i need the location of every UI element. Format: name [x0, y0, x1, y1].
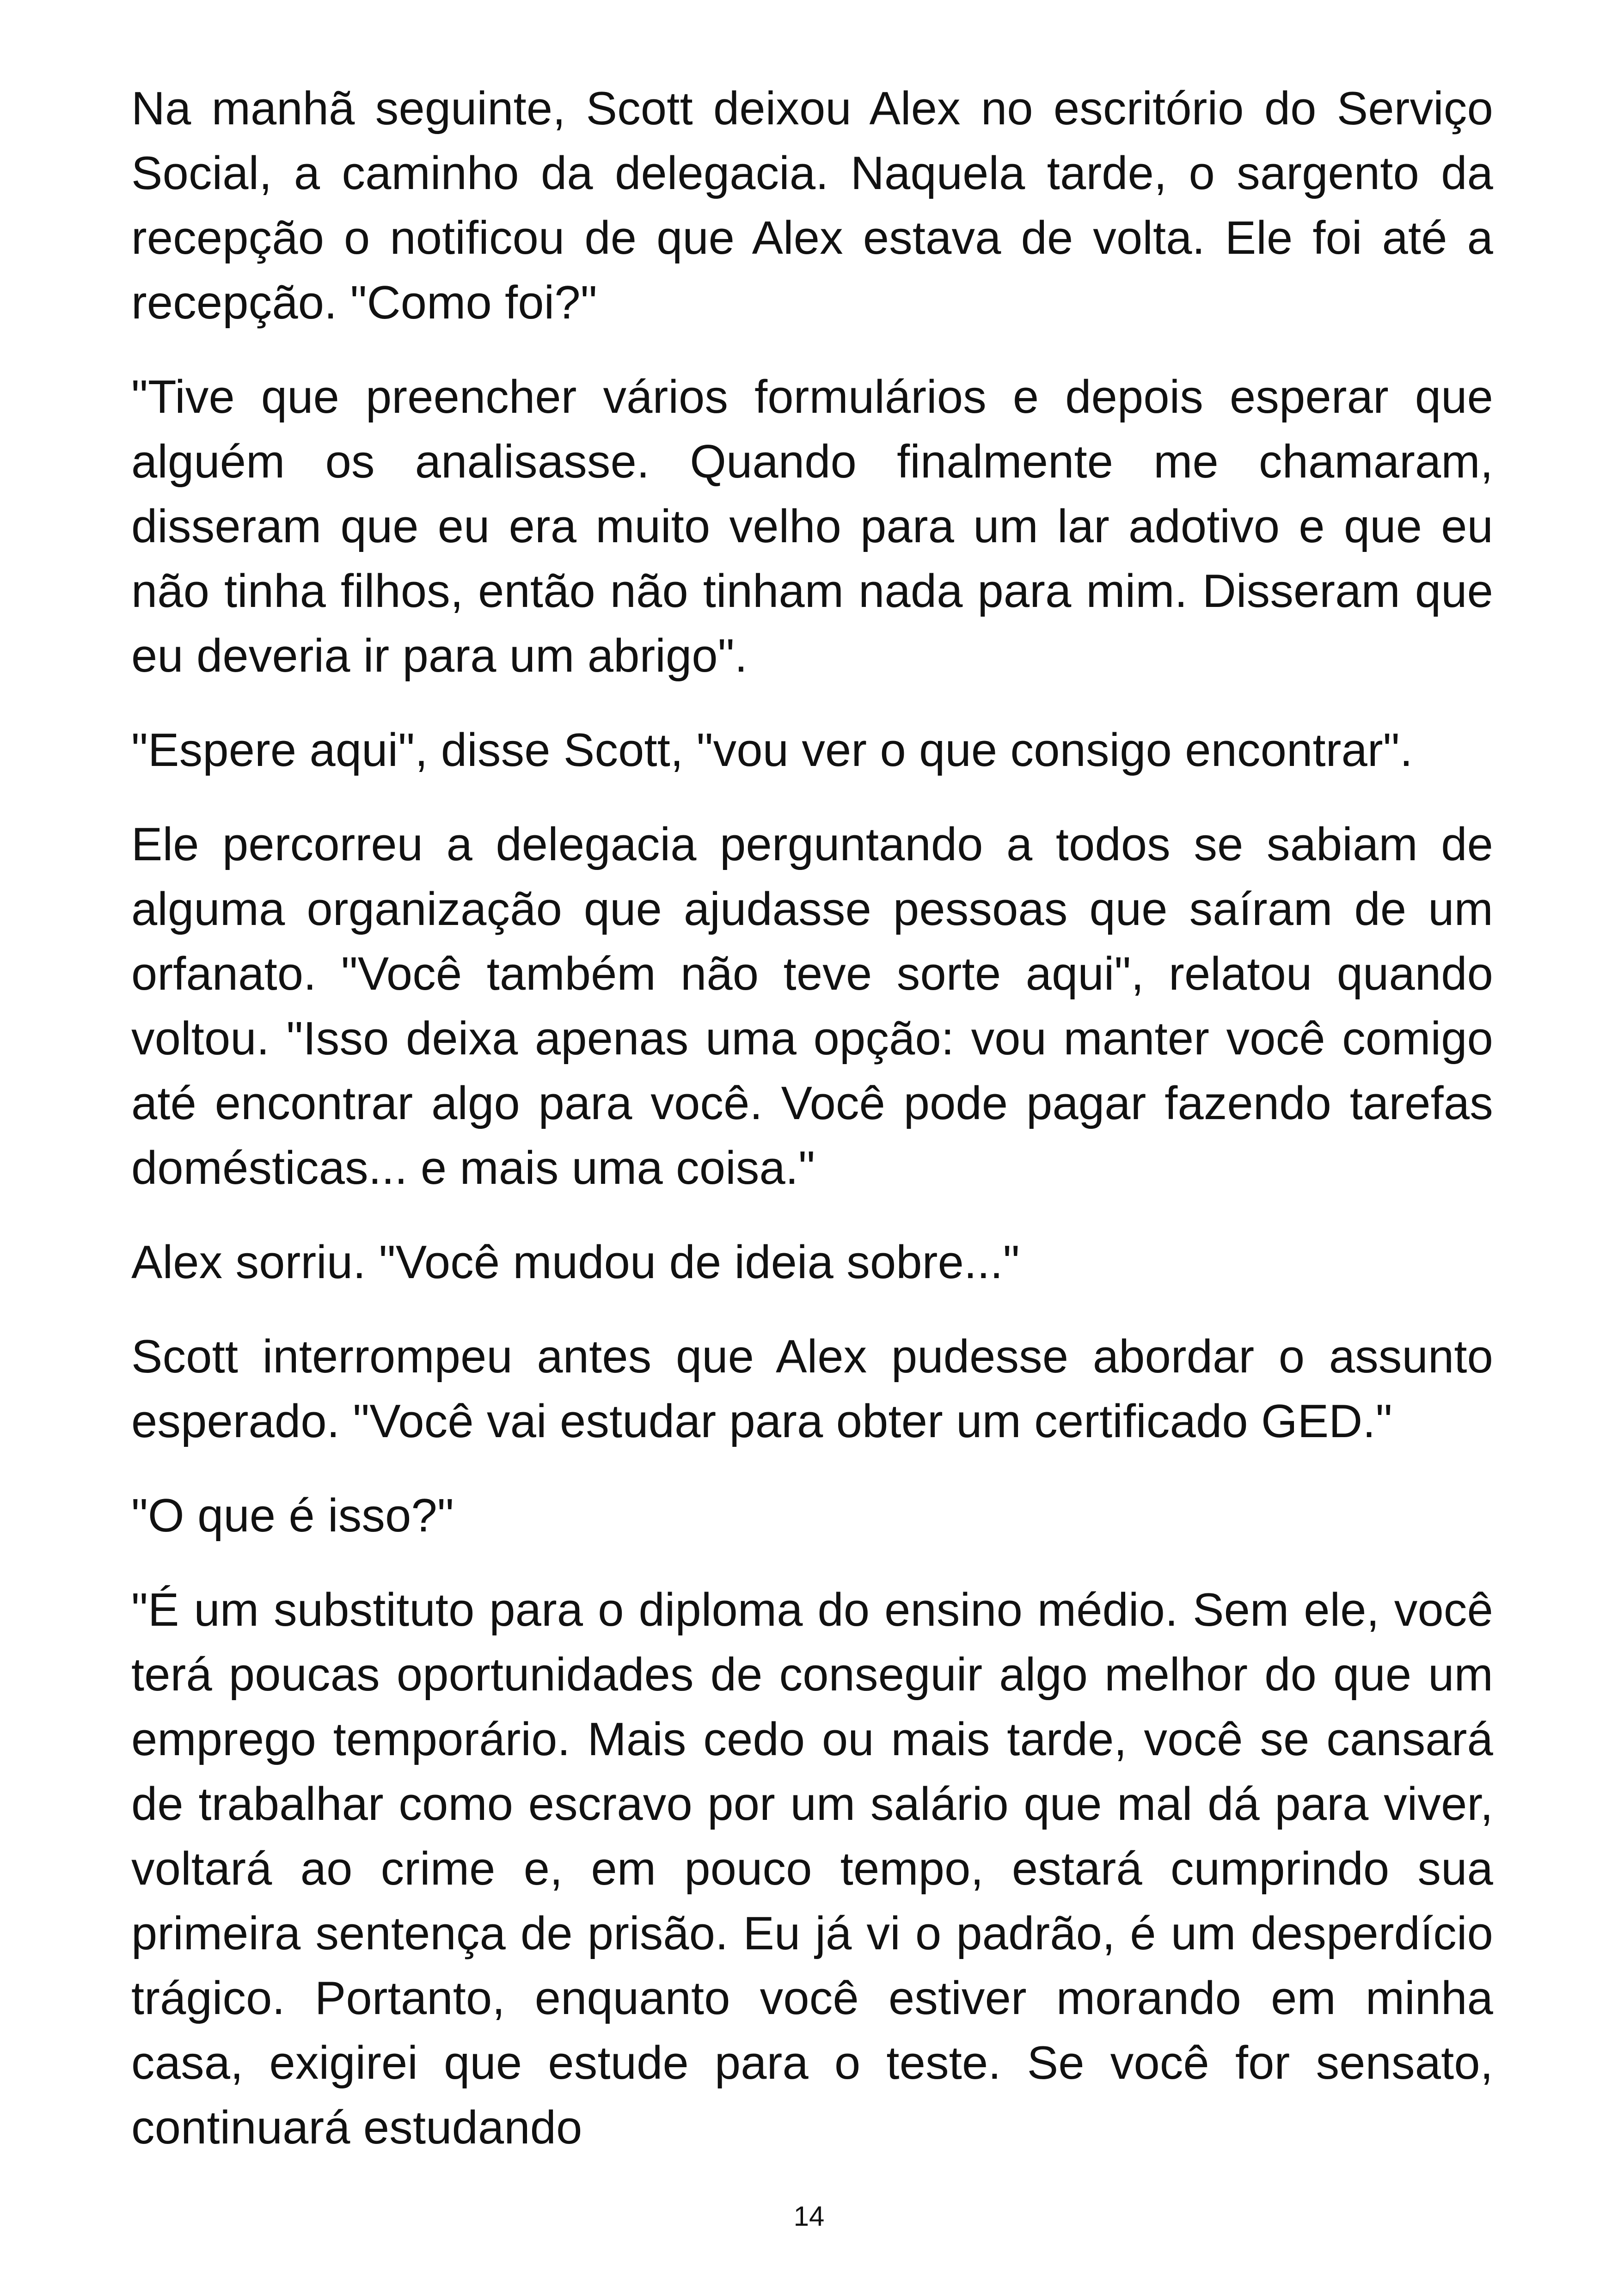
paragraph: "Tive que preencher vários formulários e depois esperar que alguém os analisasse. Quando finalmente me chamaram, disseram que eu era muito velho para um lar adotivo e que eu não tinha filhos, então não tinham nada para mim. Disseram que eu deveria ir para um abrigo". [131, 371, 1493, 682]
paragraph: "É um substituto para o diploma do ensino médio. Sem ele, você terá poucas oportunidades de conseguir algo melhor do que um emprego temporário. Mais cedo ou mais tarde, você se cansará de trabalhar como escravo por um salário que mal dá para viver, voltará ao crime e, em pouco tempo, estará cumprindo sua primeira sentença de prisão. Eu já vi o padrão, é um desperdício trágico. Portanto, enquanto você estiver morando em minha casa, exigirei que estude para o teste. Se você for sensato, continuará estudando [131, 1584, 1493, 2154]
book-page-body [131, 76, 1493, 2190]
paragraph: Alex sorriu. "Você mudou de ideia sobre..." [131, 1237, 1020, 1288]
page-number: 14 [793, 2201, 825, 2232]
paragraph: Na manhã seguinte, Scott deixou Alex no escritório do Serviço Social, a caminho da delegacia. Naquela tarde, o sargento da recepção o notificou de que Alex estava de volta. Ele foi até a recepção. "Como foi?" [131, 83, 1493, 329]
paragraph: Ele percorreu a delegacia perguntando a todos se sabiam de alguma organização que ajudasse pessoas que saíram de um orfanato. "Você também não teve sorte aqui", relatou quando voltou. "Isso deixa apenas uma opção: vou manter você comigo até encontrar algo para você. Você pode pagar fazendo tarefas domésticas... e mais uma coisa." [131, 819, 1493, 1194]
paragraph: "Espere aqui", disse Scott, "vou ver o que consigo encontrar". [131, 724, 1413, 776]
paragraph: "O que é isso?" [131, 1490, 454, 1542]
paragraph: Scott interrompeu antes que Alex pudesse abordar o assunto esperado. "Você vai estudar para obter um certificado GED." [131, 1331, 1493, 1447]
